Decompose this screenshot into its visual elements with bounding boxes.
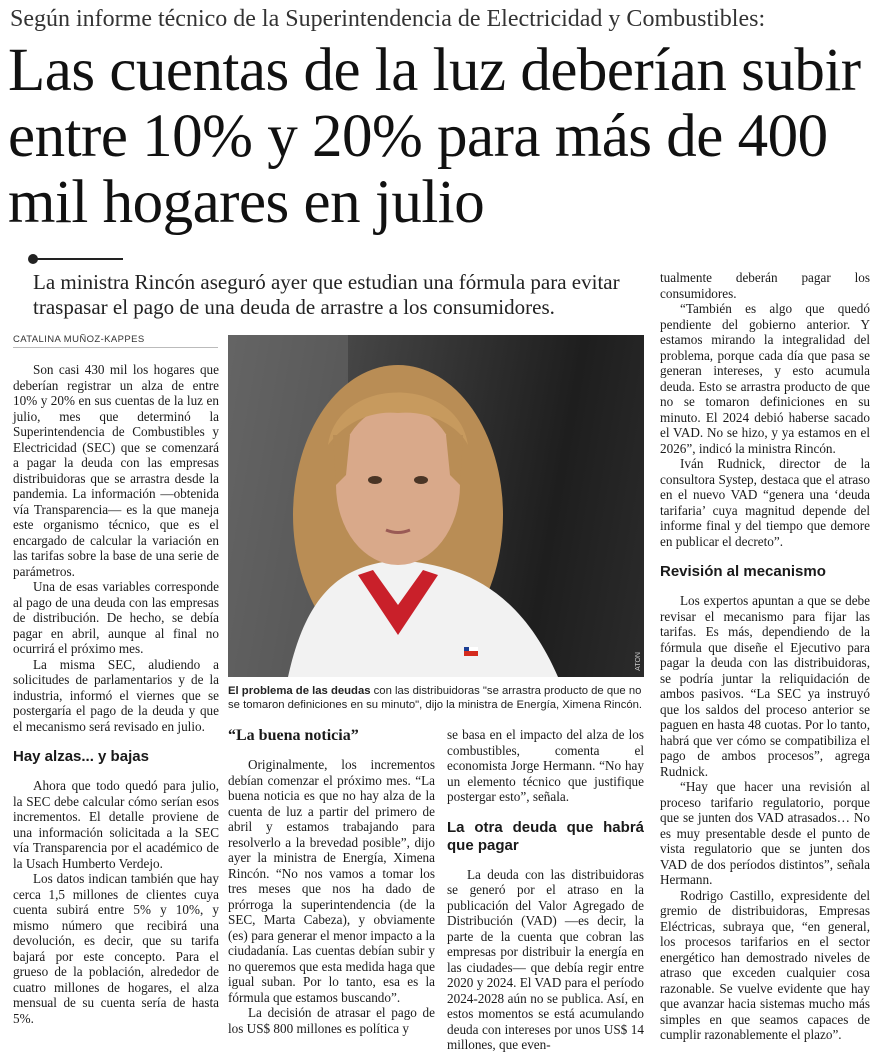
section-heading: Hay alzas... y bajas — [13, 748, 149, 765]
headline: Las cuentas de la luz deberían subir entre 10% y 20% para más de 400 mil hogares en julio — [8, 37, 861, 236]
paragraph: Originalmente, los incrementos debían comenzar el próximo mes. “La buena noticia es que no hay alza de la cuenta de luz a partir del primero de abril y estamos trabajando para resolverlo a la brevedad posible”, dijo ayer la ministra de Energía, Ximena Rincón. “No nos vamos a tomar los tres meses que nos ha dado de prórroga la superintendencia (de la SEC, Marta Cabeza), y obviamente (es) para generar el menor impacto a la ciudadanía. Las cuentas debían subir y no queremos que esta medida haga que igual suban. Por lo tanto, esa es la fórmula que estamos buscando”. — [228, 757, 435, 1005]
paragraph: Son casi 430 mil los hogares que deberían registrar un alza de entre 10% y 20% en sus cuentas de la luz en julio, mes que determinó la Superintendencia de Combustibles y Electricidad (SEC) que se comenzará a pagar la deuda con las empresas distribuidoras que se arrastra desde la pandemia. La información —obtenida vía Transparencia— es la que maneja este organismo técnico, que es el encargado de calcular la variación en las tarifas sobre la base de una serie de parámetros. — [13, 362, 219, 579]
portrait-illustration — [228, 335, 644, 677]
section-heading: “La buena noticia” — [228, 727, 359, 744]
section-heading: Revisión al mecanismo — [660, 563, 826, 580]
paragraph: La decisión de atrasar el pago de los US$ 800 millones es política y — [228, 1005, 435, 1036]
paragraph: tualmente deberán pagar los consumidores. — [660, 270, 870, 301]
section-heading: La otra deuda que habrá que pagar — [447, 818, 644, 854]
subhead-rule — [33, 258, 123, 260]
paragraph: Los expertos apuntan a que se debe revisar el mecanismo para fijar las tarifas. Es más, dependiendo de la fórmula que diseñe el Ejecutivo para pagar la deuda con las distribuidoras, se podría juntar la reliquidación de ambos pasivos. “La SEC ya instruyó que los saldos del proceso anterior se paguen en hasta 48 cuotas. Por lo tanto, habrá que ver cómo se compatibiliza el pago de ambos procesos”, agrega Rudnick. — [660, 593, 870, 779]
photo-credit: ATON — [635, 652, 642, 671]
column-4 — [660, 270, 870, 1043]
paragraph: Una de esas variables corresponde al pago de una deuda con las empresas de distribución. De hecho, se debía pagar en abril, aunque al final no ocurrirá el próximo mes. — [13, 579, 219, 656]
subhead: La ministra Rincón aseguró ayer que estudian una fórmula para evitar traspasar el pago de una deuda de arrastre a los consumidores. — [33, 270, 620, 319]
paragraph: Los datos indican también que hay cerca 1,5 millones de clientes cuya cuenta subirá entre 5% y 10%, y mismo número que recibirá una devolución, es decir, que su tarifa bajará por este concepto. Para el grueso de la población, alrededor de cuatro millones de hogares, el alza mensual de su cuenta sería de hasta 5%. — [13, 871, 219, 1026]
photo-minister — [228, 335, 644, 677]
paragraph: “Hay que hacer una revisión al proceso tarifario regulatorio, porque que se junten dos VAD atrasados… No es muy presentable desde el punto de vista regulatorio que se junten dos VAD de dos períodos distintos”, señala Hermann. — [660, 779, 870, 887]
column-3 — [447, 727, 644, 1053]
paragraph: Rodrigo Castillo, expresidente del gremio de distribuidoras, Empresas Eléctricas, subraya que, “en general, los procesos tarifarios en el sector energético han demostrado niveles de atraso que exceden cualquier cosa razonable. Se vuelve evidente que hay que avanzar hacia sistemas mucho más simples en que seamos capaces de cumplir razonablemente el plazo”. — [660, 887, 870, 1042]
byline: CATALINA MUÑOZ-KAPPES — [13, 334, 218, 348]
kicker: Según informe técnico de la Superintendencia de Electricidad y Combustibles: — [10, 6, 766, 32]
column-1 — [13, 362, 219, 1026]
caption-lead: El problema de las deudas — [228, 685, 371, 697]
paragraph: se basa en el impacto del alza de los combustibles, comenta el economista Jorge Hermann. “No hay un elemento técnico que justifique postergar esto”, señala. — [447, 727, 644, 804]
paragraph: La deuda con las distribuidoras se generó por el atraso en la publicación del Valor Agregado de Distribución (VAD) —es decir, la parte de la cuenta que cobran las empresas por distribuir la energía en las ciudades— que debía regir entre 2020 y 2024. El VAD para el período 2024-2028 aún no se publica. Así, en estos momentos se está acumulando deuda con intereses por unos US$ 14 millones, que even- — [447, 866, 644, 1052]
column-2 — [228, 727, 435, 1036]
paragraph: Iván Rudnick, director de la consultora Systep, destaca que el atraso en el nuevo VAD “genera una ‘deuda tarifaria’ cuya magnitud depende del informe final y del tiempo que demore en publicar el decreto”. — [660, 456, 870, 549]
paragraph: La misma SEC, aludiendo a solicitudes de parlamentarios y de la industria, informó el viernes que se postergaría el pago de la deuda y que el mecanismo será revisado en julio. — [13, 656, 219, 734]
paragraph: Ahora que todo quedó para julio, la SEC debe calcular cómo serían esos incrementos. El detalle proviene de una información solicitada a la SEC vía Transparencia por el académico de la Usach Humberto Verdejo. — [13, 778, 219, 871]
caption-text: con las distribuidoras "se arrastra producto de que no se tomaron definiciones en su minuto", dijo la ministra de Energía, Ximena Rincón. — [228, 685, 643, 711]
photo-caption — [228, 684, 648, 712]
paragraph: “También es algo que quedó pendiente del gobierno anterior. Y estamos mirando la integralidad del problema, porque cada día que pasa se generan intereses, y esto acumula deuda. Esto se arrastra producto de que no se tomaron definiciones en su minuto. El 2024 debió haberse sacado el VAD. No se hizo, y ya estamos en el 2026”, indicó la ministra Rincón. — [660, 301, 870, 456]
